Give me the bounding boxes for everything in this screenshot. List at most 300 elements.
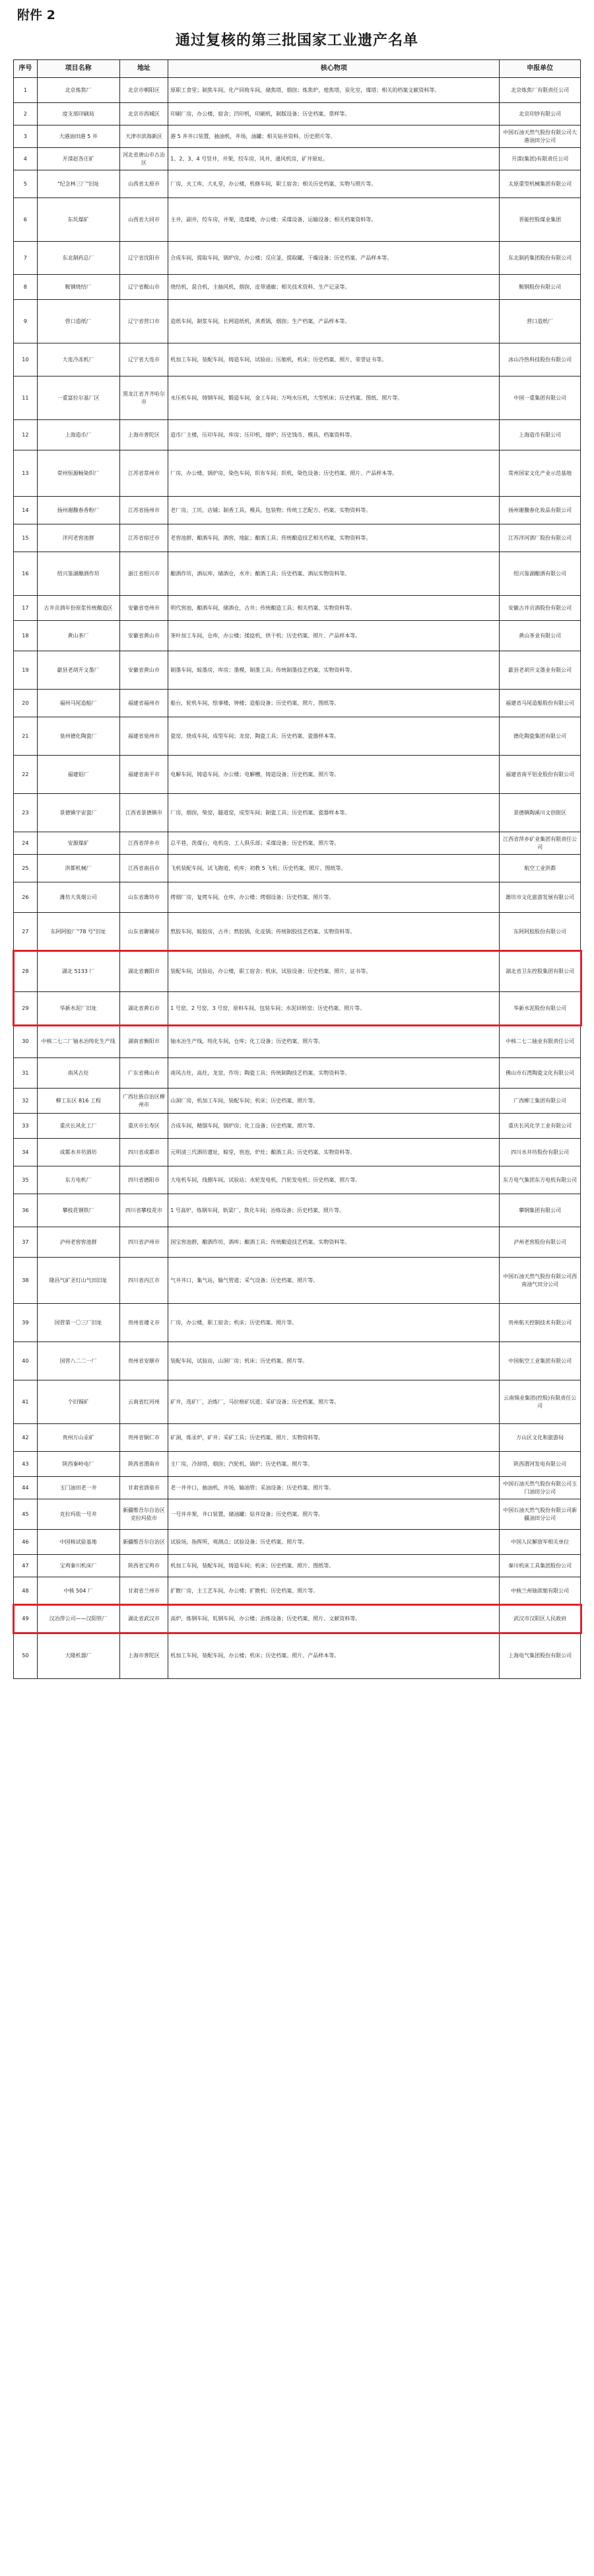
row-project-name: 柳工东区 816 工程 [37,1089,119,1114]
table-row [14,1424,581,1452]
row-project-name: 克拉玛依一号井 [37,1499,119,1530]
row-address: 辽宁省沈阳市 [119,242,168,275]
row-project-name: 攀枝花钢铁厂 [37,1194,119,1227]
row-number: 18 [14,621,38,651]
table-row [14,690,581,717]
row-address: 湖北省黄石市 [119,992,168,1025]
row-address: 新疆维吾尔自治区克拉玛依市 [119,1499,168,1530]
row-address: 甘肃省兰州市 [119,1577,168,1605]
row-project-name: 东阿阿胶厂"78 号"旧址 [37,913,119,951]
row-applicant: 太原重型机械集团有限公司 [500,170,581,198]
row-applicant: 上海电气集团股份有限公司 [500,1633,581,1679]
row-number: 27 [14,913,38,951]
row-number: 10 [14,343,38,376]
row-project-name: 东坑煤矿 [37,198,119,242]
row-core-items: 1 号窑，2 号窑，3 号窑，原料车间，包装车间；水泥回转窑；历史档案、照片等。 [168,992,500,1025]
table-row [14,497,581,524]
row-core-items: 老窖池群，酿酒车间，酒窖，地缸；酿酒工具；传统酿造技艺相关档案、实物资料等。 [168,524,500,552]
row-address: 广西壮族自治区柳州市 [119,1089,168,1114]
row-project-name: 东北制药总厂 [37,242,119,275]
row-core-items: 飞机装配车间，试飞跑道，机库；初教 5 飞机；历史档案、照片、图纸等。 [168,855,500,882]
table-row [14,300,581,343]
table-row [14,1380,581,1424]
row-address: 陕西省宝鸡市 [119,1555,168,1577]
table-row [14,1342,581,1380]
row-core-items: 厂房，办公楼，职工宿舍；机床；历史档案、照片等。 [168,1304,500,1342]
row-core-items: 制墨车间，晾墨房，库房；墨模，制墨工具；传统制墨技艺档案、实物资料等。 [168,651,500,690]
table-row [14,1089,581,1114]
row-address: 湖南省衡阳市 [119,1025,168,1058]
row-applicant: 泸州老窖股份有限公司 [500,1227,581,1258]
row-core-items: 机加工车间，装配车间，铸造车间，试验站；压缩机，机床；历史档案、照片、荣誉证书等。 [168,343,500,376]
row-address: 贵州省遵义市 [119,1304,168,1342]
row-applicant: 中国石油天然气股份有限公司玉门油田分公司 [500,1477,581,1499]
table-row [14,125,581,148]
row-core-items: 一号井井架，井口装置，储油罐；钻井设备；历史档案、照片等。 [168,1499,500,1530]
row-address: 江西省萍乡市 [119,832,168,855]
row-project-name: 泸州老窖窖池群 [37,1227,119,1258]
row-applicant: 东北制药集团股份有限公司 [500,242,581,275]
row-core-items: 厂房，烟囱，柴窑，隧道窑，成型车间；制瓷工具；历史档案、瓷器样本等。 [168,794,500,832]
row-applicant: 佛山市石湾陶瓷文化有限公司 [500,1058,581,1089]
row-applicant: 潍坊市文化旅游发展有限公司 [500,882,581,913]
row-address: 山西省大同市 [119,198,168,242]
row-core-items: 国宝窖池群，酿酒作坊，酒库；酿酒工具；传统酿造技艺档案、实物资料等。 [168,1227,500,1258]
row-core-items: 合成车间，精馏车间，锅炉房；化工设备；历史档案、照片等。 [168,1114,500,1139]
table-row [14,420,581,450]
table-row [14,343,581,376]
row-project-name: 常州恒源畅染织厂 [37,450,119,497]
row-project-name: 中核二七二厂铀水冶纯化生产线 [37,1025,119,1058]
table-row [14,1555,581,1577]
row-core-items: 1 号高炉，炼钢车间，轨梁厂，焦化车间；冶炼设备；历史档案、照片等。 [168,1194,500,1227]
row-number: 26 [14,882,38,913]
row-address: 四川省德阳市 [119,1166,168,1194]
document-title: 通过复核的第三批国家工业遗产名单 [175,32,418,49]
row-applicant: 开滦(集团)有限责任公司 [500,148,581,170]
row-core-items: 装配车间，试验站，办公楼，职工宿舍；机床，试验设备；历史档案、照片、证书等。 [168,951,500,992]
row-applicant: 江西省萍乡矿业集团有限责任公司 [500,832,581,855]
row-applicant: 安徽古井贡酒股份有限公司 [500,596,581,621]
heritage-list-table [13,59,581,1679]
row-core-items: 造币厂主楼，压印车间，库房；压印机，熔炉；历史钱币、模具、档案资料等。 [168,420,500,450]
row-core-items: 厂房，火工库，大礼堂，办公楼，机修车间，职工宿舍；相关历史档案、实物与照片等。 [168,170,500,198]
row-project-name: 宝鸡秦川机床厂 [37,1555,119,1577]
table-row [14,1605,581,1633]
header-number: 序号 [14,60,38,78]
row-core-items: 铀水冶生产线，纯化车间，仓库；化工设备；历史档案、照片等。 [168,1025,500,1058]
row-applicant: 中国石油天然气股份有限公司大港油田分公司 [500,125,581,148]
row-number: 3 [14,125,38,148]
row-applicant: 绍兴鉴湖酿酒有限公司 [500,552,581,596]
row-core-items: 大电机车间，线圈车间，试验站；水轮发电机，汽轮发电机；历史档案、照片等。 [168,1166,500,1194]
table-row [14,1633,581,1679]
table-row [14,882,581,913]
row-core-items: 山洞厂房，机加工车间，装配车间；机床；历史档案、照片等。 [168,1089,500,1114]
row-core-items: 矿洞，炼汞炉，矿井；采矿工具；历史档案、照片、实物资料等。 [168,1424,500,1452]
row-applicant: 云南锡业集团(控股)有限责任公司 [500,1380,581,1424]
row-project-name: 绍兴鉴湖酿酒作坊 [37,552,119,596]
row-number: 45 [14,1499,38,1530]
row-project-name: 大隆机器厂 [37,1633,119,1679]
row-applicant: 北京炼焦厂有限责任公司 [500,78,581,103]
row-core-items: 合成车间，提取车间，锅炉房，办公楼；反应釜，提取罐，干燥设备；历史档案、产品样本等。 [168,242,500,275]
table-row [14,1139,581,1166]
row-core-items: 酿酒作坊，酒坛库，储酒仓，水井；酿酒工具；历史档案、酒坛实物资料等。 [168,552,500,596]
row-address: 江苏省常州市 [119,450,168,497]
row-project-name: 一重富拉尔基厂区 [37,376,119,420]
row-number: 36 [14,1194,38,1227]
row-applicant: 东方电气集团东方电机有限公司 [500,1166,581,1194]
row-address: 山西省太原市 [119,170,168,198]
row-number: 32 [14,1089,38,1114]
row-number: 40 [14,1342,38,1380]
row-project-name: 营口造纸厂 [37,300,119,343]
row-address: 北京市朝阳区 [119,78,168,103]
row-core-items: 电解车间，铸造车间，办公楼；电解槽，铸造设备；历史档案、照片等。 [168,756,500,794]
row-project-name: 大连冷冻机厂 [37,343,119,376]
row-project-name: 景德镇宇宙瓷厂 [37,794,119,832]
table-row [14,1025,581,1058]
row-applicant: 德化陶瓷集团有限公司 [500,717,581,756]
row-applicant: 福建省南平铝业股份有限公司 [500,756,581,794]
row-applicant: 陕西渭河发电有限公司 [500,1452,581,1477]
row-applicant: 中国人民解放军相关单位 [500,1530,581,1555]
row-address: 湖北省武汉市 [119,1605,168,1633]
table-row [14,1530,581,1555]
row-applicant: 航空工业洪都 [500,855,581,882]
row-applicant: 北京印钞有限公司 [500,103,581,125]
row-core-items: 元明清三代酒坊遗址，晾堂，窖池，炉灶；酿酒工具；历史档案、实物资料等。 [168,1139,500,1166]
row-project-name: 泉州德化陶瓷厂 [37,717,119,756]
row-applicant: 中核兰州铀浓缩有限公司 [500,1577,581,1605]
row-number: 17 [14,596,38,621]
table-row [14,1577,581,1605]
row-address: 四川省内江市 [119,1258,168,1304]
header-project-name: 项目名称 [37,60,119,78]
row-address: 河北省唐山市古冶区 [119,148,168,170]
row-number: 9 [14,300,38,343]
row-address: 广东省佛山市 [119,1058,168,1089]
row-project-name: 福州马尾造船厂 [37,690,119,717]
table-row [14,1304,581,1342]
row-address: 山东省聊城市 [119,913,168,951]
row-address: 甘肃省酒泉市 [119,1477,168,1499]
row-number: 42 [14,1424,38,1452]
row-core-items: 明代窖池，酿酒车间，储酒仓，古井；传统酿造工具；相关档案、实物资料等。 [168,596,500,621]
table-row [14,148,581,170]
row-address: 贵州省安顺市 [119,1342,168,1380]
row-number: 7 [14,242,38,275]
table-row [14,1452,581,1477]
row-number: 14 [14,497,38,524]
row-project-name: 东方电机厂 [37,1166,119,1194]
row-core-items: 1、2、3、4 号竖井，井架，绞车房，风井，通风机房，矿井原址。 [168,148,500,170]
row-project-name: 上海造币厂 [37,420,119,450]
table-row [14,103,581,125]
table-row [14,621,581,651]
table-row [14,242,581,275]
header-applicant: 申报单位 [500,60,581,78]
row-address: 四川省泸州市 [119,1227,168,1258]
row-address: 上海市普陀区 [119,420,168,450]
table-row [14,913,581,951]
row-project-name: 湖北 5133 厂 [37,951,119,992]
row-number: 8 [14,275,38,300]
row-address: 重庆市长寿区 [119,1114,168,1139]
row-applicant: 上海造币有限公司 [500,420,581,450]
row-number: 11 [14,376,38,420]
row-address: 福建省福州市 [119,690,168,717]
row-number: 41 [14,1380,38,1424]
table-row [14,376,581,420]
row-core-items: 主井，副井，绞车房，井架，选煤楼，办公楼；采煤设备，运输设备；相关档案资料等。 [168,198,500,242]
row-project-name: 开滦赵各庄矿 [37,148,119,170]
row-address: 四川省成都市 [119,1139,168,1166]
table-row [14,596,581,621]
row-address: 贵州省铜仁市 [119,1424,168,1452]
row-project-name: 洋河老窖池群 [37,524,119,552]
row-project-name: 洪都机械厂 [37,855,119,882]
row-project-name: 贵州万山汞矿 [37,1424,119,1452]
row-number: 49 [14,1605,38,1633]
row-applicant: 重庆长风化学工业有限公司 [500,1114,581,1139]
row-number: 30 [14,1025,38,1058]
row-core-items: 老厂房，工坊，店铺；制香工具，模具，包装物；传统工艺配方、档案、实物资料等。 [168,497,500,524]
row-address: 浙江省绍兴市 [119,552,168,596]
row-core-items: 原职工食堂；制焦车间，化产回收车间，储焦塔，烟囱；炼焦炉，熄焦塔，炭化室，煤塔；相关的档案文献资料等。 [168,78,500,103]
row-applicant: 武汉市汉阳区人民政府 [500,1605,581,1633]
row-project-name: 鞍钢烧结厂 [37,275,119,300]
row-applicant: 鞍钢股份有限公司 [500,275,581,300]
row-address: 湖北省襄阳市 [119,951,168,992]
row-applicant: 景德镇陶溪川文创街区 [500,794,581,832]
row-address: 江苏省宿迁市 [119,524,168,552]
row-core-items: 装配车间，试验站，山洞厂房；机床；历史档案、照片等。 [168,1342,500,1380]
row-number: 25 [14,855,38,882]
row-project-name: 成都水井坊酒坊 [37,1139,119,1166]
row-core-items: 扩散厂房，主工艺车间，办公楼；扩散机；历史档案、照片等。 [168,1577,500,1605]
row-number: 34 [14,1139,38,1166]
row-applicant: 四川水井坊股份有限公司 [500,1139,581,1166]
table-header-row [14,60,581,78]
row-project-name: 隆昌气矿圣灯山气田旧址 [37,1258,119,1304]
row-address: 安徽省黄山市 [119,621,168,651]
table-row [14,1477,581,1499]
row-core-items: 造纸车间，制浆车间，长网造纸机，蒸煮锅，烟囱；生产档案，产品样本等。 [168,300,500,343]
table-row [14,794,581,832]
row-project-name: 中核 504 厂 [37,1577,119,1605]
table-row [14,717,581,756]
row-applicant: 贵州航天控制技术有限公司 [500,1304,581,1342]
table-row [14,855,581,882]
row-number: 44 [14,1477,38,1499]
row-core-items: 烧结机，混合机，主抽风机，烟囱，皮带通廊；相关技术资料、生产记录等。 [168,275,500,300]
row-applicant: 江苏洋河酒厂股份有限公司 [500,524,581,552]
row-address: 江西省南昌市 [119,855,168,882]
row-number: 38 [14,1258,38,1304]
table-row [14,832,581,855]
row-project-name: 潍坊大英烟公司 [37,882,119,913]
row-project-name: 中国核试验基地 [37,1530,119,1555]
header-core-items: 核心物项 [168,60,500,78]
row-number: 43 [14,1452,38,1477]
row-address: 黑龙江省齐齐哈尔市 [119,376,168,420]
row-core-items: 试验场，指挥所，观测点；试验设备；历史档案、照片等。 [168,1530,500,1555]
row-address: 辽宁省鞍山市 [119,275,168,300]
row-address: 云南省红河州 [119,1380,168,1424]
table-row [14,524,581,552]
row-applicant: 中国石油天然气股份有限公司西南油气田分公司 [500,1258,581,1304]
attachment-label: 附件 2 [17,8,55,22]
row-project-name: 重庆长风化工厂 [37,1114,119,1139]
table-row [14,651,581,690]
row-project-name: "纪念林三厂"旧址 [37,170,119,198]
row-project-name: 扬州谢馥春香粉厂 [37,497,119,524]
table-row [14,552,581,596]
table-row [14,170,581,198]
row-project-name: 汉冶萍公司——汉阳铁厂 [37,1605,119,1633]
row-applicant: 歙县老胡开文墨业有限公司 [500,651,581,690]
row-applicant: 中核二七二铀业有限责任公司 [500,1025,581,1058]
row-applicant: 万山区文化和旅游局 [500,1424,581,1452]
row-address: 福建省泉州市 [119,717,168,756]
row-applicant: 攀钢集团有限公司 [500,1194,581,1227]
row-number: 39 [14,1304,38,1342]
row-core-items: 水压机车间，铸钢车间，锻造车间，金工车间；万吨水压机，大型机床；历史档案、图纸、照片等。 [168,376,500,420]
row-number: 5 [14,170,38,198]
row-project-name: 国营八二二一厂 [37,1342,119,1380]
row-address: 辽宁省大连市 [119,343,168,376]
row-project-name: 歙县老胡开文墨厂 [37,651,119,690]
row-applicant: 冰山冷热科技股份有限公司 [500,343,581,376]
row-core-items: 主厂房，冷却塔，烟囱；汽轮机，锅炉；历史档案、照片等。 [168,1452,500,1477]
table-row [14,1227,581,1258]
row-core-items: 茶叶加工车间，仓库，办公楼；揉捻机，烘干机；历史档案、照片、产品样本等。 [168,621,500,651]
row-number: 31 [14,1058,38,1089]
row-project-name: 度支部印刷局 [37,103,119,125]
row-core-items: 矿井，选矿厂，冶炼厂，马拉格矿坑道；采矿设备；历史档案、照片等。 [168,1380,500,1424]
row-core-items: 熬胶车间，晾胶房，古井；熬胶锅，化皮锅；传统制胶技艺档案、实物资料等。 [168,913,500,951]
row-applicant: 广西柳工集团有限公司 [500,1089,581,1114]
table-row [14,275,581,300]
row-core-items: 烤烟厂房，复烤车间，仓库，办公楼；烤烟设备；历史档案、照片等。 [168,882,500,913]
row-number: 24 [14,832,38,855]
row-address: 天津市滨海新区 [119,125,168,148]
row-core-items: 高炉，炼钢车间，轧钢车间，办公楼；冶炼设备；历史档案、照片、文献资料等。 [168,1605,500,1633]
table-row [14,450,581,497]
row-applicant: 中国航空工业集团有限公司 [500,1342,581,1380]
row-number: 21 [14,717,38,756]
row-core-items: 总平巷，洗煤台，电机房，工人俱乐部；采煤设备；历史档案、照片等。 [168,832,500,855]
row-project-name: 华新水泥厂旧址 [37,992,119,1025]
row-core-items: 南风古灶，高灶，龙窑，作坊；陶瓷工具；传统制陶技艺档案、实物资料等。 [168,1058,500,1089]
row-core-items: 机加工车间，装配车间，办公楼；机床；历史档案、照片、产品样本等。 [168,1633,500,1679]
row-project-name: 福建铝厂 [37,756,119,794]
table-row [14,1058,581,1089]
row-number: 35 [14,1166,38,1194]
row-address: 辽宁省营口市 [119,300,168,343]
row-number: 16 [14,552,38,596]
row-applicant: 中国一重集团有限公司 [500,376,581,420]
table-row [14,1258,581,1304]
row-address: 安徽省亳州市 [119,596,168,621]
row-applicant: 中国石油天然气股份有限公司新疆油田分公司 [500,1499,581,1530]
row-address: 江西省景德镇市 [119,794,168,832]
table-row [14,992,581,1025]
table-row [14,756,581,794]
row-applicant: 秦川机床工具集团股份公司 [500,1555,581,1577]
row-core-items: 机加工车间，装配车间，铸造车间；机床；历史档案、照片、图纸等。 [168,1555,500,1577]
header-address: 地址 [119,60,168,78]
row-core-items: 厂房，办公楼，锅炉房，染色车间，织布车间；织机，染色设备；历史档案、照片、产品样本等。 [168,450,500,497]
row-project-name: 南风古灶 [37,1058,119,1089]
row-number: 2 [14,103,38,125]
row-core-items: 气井井口，集气站，输气管道；采气设备；历史档案、照片等。 [168,1258,500,1304]
row-address: 福建省南平市 [119,756,168,794]
row-core-items: 港 5 井井口装置，抽油机，井场，油罐；相关钻井资料、历史照片等。 [168,125,500,148]
row-project-name: 个旧锡矿 [37,1380,119,1424]
table-row [14,951,581,992]
row-project-name: 黄山茶厂 [37,621,119,651]
row-project-name: 北京炼焦厂 [37,78,119,103]
row-project-name: 古井贡酒年份原浆传统酿造区 [37,596,119,621]
table-row [14,1499,581,1530]
row-number: 19 [14,651,38,690]
row-address: 四川省攀枝花市 [119,1194,168,1227]
row-applicant: 扬州谢馥春化妆品有限公司 [500,497,581,524]
row-number: 23 [14,794,38,832]
row-number: 4 [14,148,38,170]
row-number: 12 [14,420,38,450]
row-number: 29 [14,992,38,1025]
row-number: 33 [14,1114,38,1139]
row-applicant: 福建省马尾造船股份有限公司 [500,690,581,717]
row-number: 6 [14,198,38,242]
row-address: 江苏省扬州市 [119,497,168,524]
row-address: 新疆维吾尔自治区 [119,1530,168,1555]
row-number: 50 [14,1633,38,1679]
table-row [14,1194,581,1227]
row-project-name: 玉门油田老一井 [37,1477,119,1499]
table-row [14,78,581,103]
table-row [14,1166,581,1194]
row-number: 48 [14,1577,38,1605]
row-number: 46 [14,1530,38,1555]
row-number: 22 [14,756,38,794]
row-number: 20 [14,690,38,717]
row-applicant: 黄山茶业有限公司 [500,621,581,651]
row-number: 28 [14,951,38,992]
row-number: 47 [14,1555,38,1577]
row-applicant: 常州国家文化产业示范基地 [500,450,581,497]
row-project-name: 大港油田港 5 井 [37,125,119,148]
row-core-items: 老一井井口，抽油机，井场，输油管；采油设备；历史档案、照片等。 [168,1477,500,1499]
table-row [14,1114,581,1139]
row-applicant: 湖北省卫东控股集团有限公司 [500,951,581,992]
row-applicant: 营口造纸厂 [500,300,581,343]
row-number: 1 [14,78,38,103]
row-core-items: 印刷厂房，办公楼，宿舍；凹印机，印刷机，制版设备；历史档案、票样等。 [168,103,500,125]
row-core-items: 船台，轮机车间，绘事楼，钟楼；造船设备；历史档案、照片、图纸等。 [168,690,500,717]
row-address: 陕西省渭南市 [119,1452,168,1477]
row-number: 15 [14,524,38,552]
row-project-name: 国营第一〇三厂旧址 [37,1304,119,1342]
row-address: 安徽省黄山市 [119,651,168,690]
row-core-items: 瓷窑，烧成车间，成型车间；龙窑，陶瓷工具；历史档案、瓷器样本等。 [168,717,500,756]
row-number: 37 [14,1227,38,1258]
row-project-name: 安源煤矿 [37,832,119,855]
